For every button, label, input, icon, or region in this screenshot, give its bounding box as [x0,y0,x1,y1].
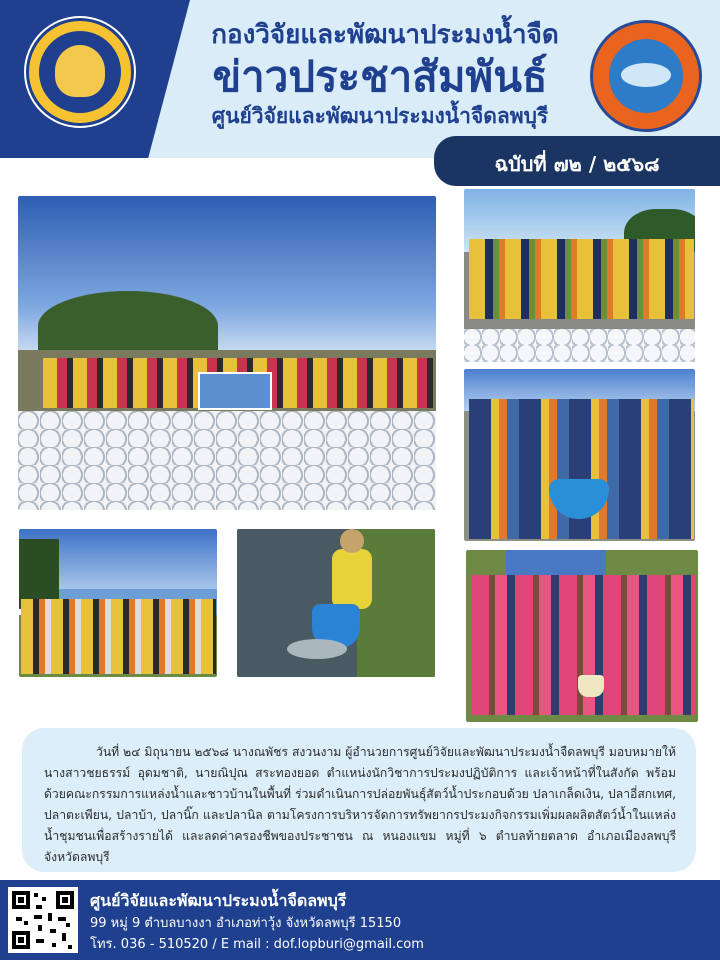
footer-contact: โทร. 036 - 510520 / E mail : dof.lopburi@gmail.com [90,937,424,952]
department-seal-logo [26,18,134,126]
photo-releasing-fish [237,529,435,677]
fisheries-logo [590,20,702,132]
photo-carrying-bags [464,189,695,362]
issue-badge [434,136,720,186]
qr-code-graphic [8,887,78,953]
issue-number: ฉบับที่ ๗๒ / ๒๕๖๘ [494,152,660,176]
news-paragraph: วันที่ ๒๔ มิถุนายน ๒๕๖๘ นางณพัชร สงวนงาม ผู้อำนวยการศูนย์วิจัยและพัฒนาประมงน้ำจืดลพบุรี มอบหมายให้ นางสาวชยธรรม์ อุดมชาติ, นายณิปุณ สระทองยอด ตำแหน่งนักวิชาการประมงปฏิบัติการ และเจ้าหน้าที่ในสังกัด พร้อมด้วยคณะกรรมการแหล่งน้ำและชาวบ้านในพื้นที่ ร่วมดำเนินการปล่อยพันธุ์สัตว์น้ำประกอบด้วย ปลาเกล็ดเงิน, ปลาอี่สกเทศ, ปลาตะเพียน, ปลาบ้า, ปลานิ๊ก และปลานิล ตามโครงการบริหารจัดการทรัพยากรประมงกิจกรรมเพิ่มผลผลิตสัตว์น้ำในแหล่งน้ำชุมชนเพื่อสร้างรายได้ และลดค่าครองชีพของประชาชน ณ หนองแขม หมู่ที่ ๖ ตำบลท้ายตลาด อำเภอเมืองลพบุรี จังหวัดลพบุรี [44,745,676,864]
photo-group-with-fish-bags [18,196,436,510]
fish-icon [621,63,671,87]
photo-children-group [466,550,698,722]
footer-address: 99 หมู่ 9 ตำบลบางงา อำเภอท่าวุ้ง จังหวัดลพบุรี 15150 [90,916,402,931]
footer-center-name: ศูนย์วิจัยและพัฒนาประมงน้ำจืดลพบุรี [90,891,347,910]
center-name: ศูนย์วิจัยและพัฒนาประมงน้ำจืดลพบุรี [211,104,549,128]
seal-emblem [55,45,105,97]
photo-officials-at-tub [464,369,695,541]
page-title: ข่าวประชาสัมพันธ์ [212,52,548,101]
header [0,0,720,190]
news-paragraph-box [22,728,696,872]
qr-code-icon [8,887,78,953]
photo-lakeside-crowd [19,529,217,677]
division-name: กองวิจัยและพัฒนาประมงน้ำจืด [211,20,559,50]
